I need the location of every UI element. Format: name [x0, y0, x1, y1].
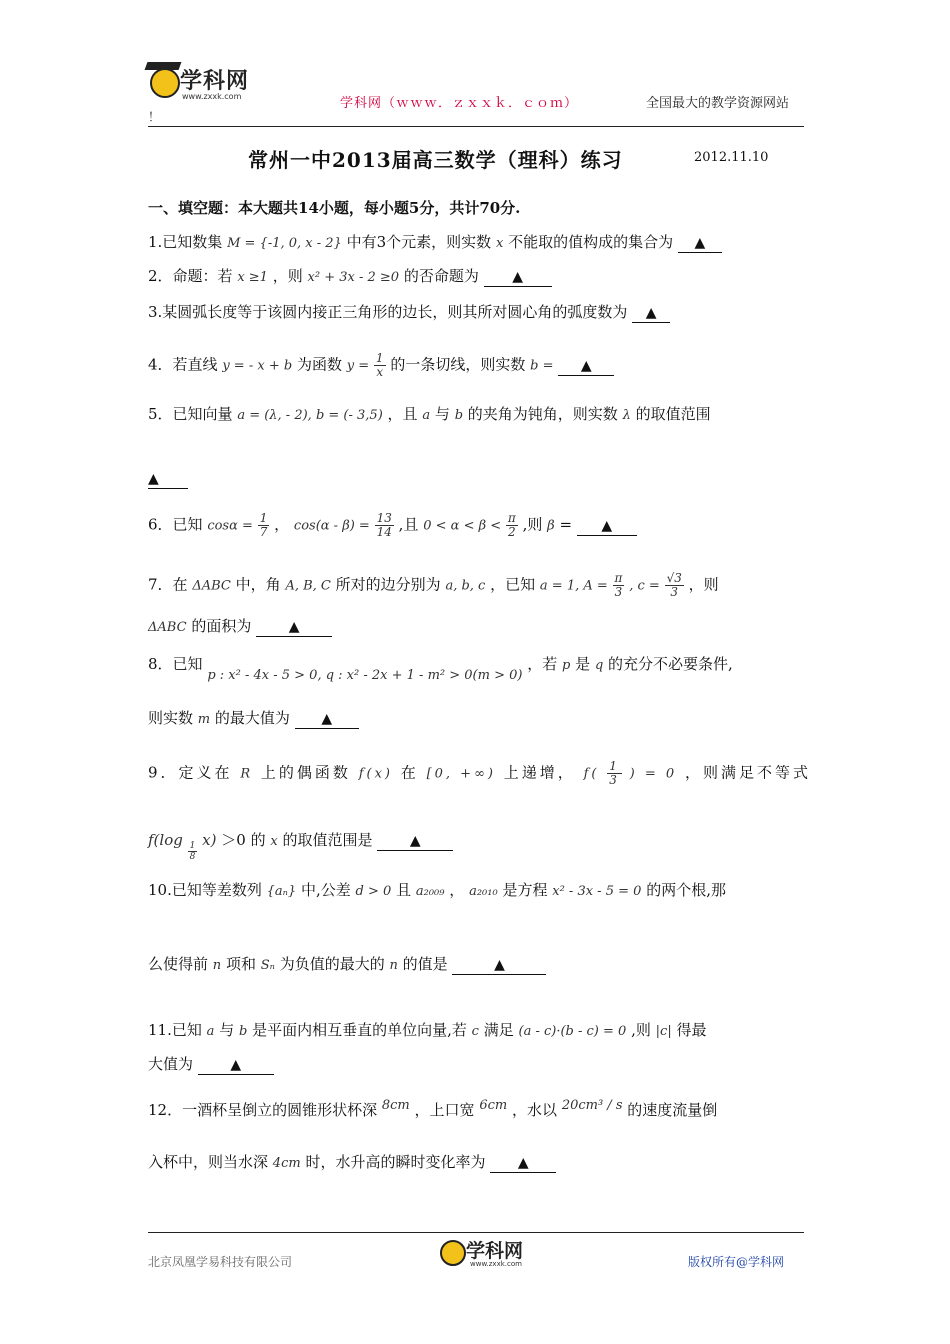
- question-5: 5．已知向量 a = (λ, - 2), b = (- 3,5) ，且 a 与 b 的夹角为钝角，则实数 λ 的取值范围: [148, 405, 711, 423]
- mascot-icon: [440, 1240, 466, 1266]
- footer-company: 北京凤凰学易科技有限公司: [148, 1255, 293, 1269]
- question-11: 11.已知 a 与 b 是平面内相互垂直的单位向量,若 c 满足 (a - c)·(b - c) = 0 ,则 |c| 得最: [148, 1021, 707, 1039]
- answer-blank[interactable]: ▲: [148, 470, 188, 489]
- logo-brand: 学科网: [180, 69, 250, 94]
- section-heading: 一、填空题：本大题共14小题，每小题5分，共计70分.: [148, 199, 521, 217]
- answer-blank[interactable]: ▲: [198, 1056, 274, 1075]
- mascot-icon: [150, 68, 180, 98]
- footer-logo: [440, 1236, 540, 1272]
- footer-copyright-link[interactable]: 版权所有@学科网: [688, 1255, 785, 1269]
- answer-blank[interactable]: ▲: [490, 1154, 556, 1173]
- page-title: 常州一中2013届高三数学（理科）练习: [248, 148, 623, 172]
- question-12-line2: 入杯中，则当水深 4cm 时，水升高的瞬时变化率为 ▲: [148, 1152, 556, 1174]
- header-site-link[interactable]: 学科网（ｗｗｗ．ｚｘｘｋ．ｃｏｍ）: [340, 96, 579, 111]
- answer-blank[interactable]: ▲: [678, 234, 722, 253]
- fraction: $\frac{1}{x}$: [375, 351, 384, 379]
- question-3: 3.某圆弧长度等于该圆内接正三角形的边长，则其所对圆心角的弧度数为 ▲: [148, 302, 670, 323]
- answer-blank[interactable]: ▲: [377, 832, 453, 851]
- header-slogan: 全国最大的教学资源网站: [646, 96, 790, 111]
- question-12: 12．一酒杯呈倒立的圆锥形状杯深 8cm ，上口宽 6cm ，水以 20cm³ / s 的速度流量倒: [148, 1098, 718, 1119]
- question-2: 2．命题：若 x ≥1 ，则 x² + 3x - 2 ≥0 的否命题为 ▲: [148, 266, 552, 288]
- question-6: 6．已知 cosα = $\frac{1}{7}$ ， cos(α - β) = $\frac{13}{14}$ ,且 0 < α < β < $\frac{\pi}{2}$ ,则 β = ▲: [148, 512, 637, 539]
- question-9: 9．定义在 R 上的偶函数 f(x) 在 [0, +∞) 上递增， f( $\frac{1}{3}$ ) = 0 ，则满足不等式: [148, 759, 811, 787]
- answer-blank[interactable]: ▲: [295, 710, 359, 729]
- question-10: 10.已知等差数列 {aₙ} 中,公差 d > 0 且 a₂₀₀₉ ， a₂₀₁₀ 是方程 x² - 3x - 5 = 0 的两个根,那: [148, 881, 726, 899]
- question-5-answer: [148, 468, 188, 489]
- question-9-line2: f(log $\frac{1}{8}$ x) ＞0 的 x 的取值范围是 ▲: [148, 830, 453, 852]
- q1-set-math: M = {-1, 0, x - 2}: [227, 236, 342, 251]
- footer-logo-brand: 学科网: [466, 1240, 524, 1262]
- question-11-line2: 大值为 ▲: [148, 1054, 274, 1075]
- site-logo: [150, 62, 268, 108]
- footer-rule: [148, 1232, 804, 1233]
- logo-url: www.zxxk.com: [182, 92, 242, 101]
- header-rule: [148, 126, 804, 127]
- answer-blank[interactable]: ▲: [256, 618, 332, 637]
- question-7-line2: ΔABC 的面积为 ▲: [148, 616, 332, 638]
- answer-blank[interactable]: ▲: [558, 357, 614, 376]
- header-mark: ！: [148, 110, 161, 124]
- question-10-line2: 么使得前 n 项和 Sₙ 为负值的最大的 n 的值是 ▲: [148, 954, 546, 976]
- answer-blank[interactable]: ▲: [577, 517, 637, 536]
- answer-blank[interactable]: ▲: [452, 956, 546, 975]
- answer-blank[interactable]: ▲: [632, 304, 670, 323]
- answer-blank[interactable]: ▲: [484, 268, 552, 287]
- footer-logo-url: www.zxxk.com: [470, 1260, 522, 1268]
- question-1: 1.已知数集 M = {-1, 0, x - 2} 中有3个元素，则实数 x 不能取的值构成的集合为 ▲: [148, 232, 722, 254]
- question-7: 7．在 ΔABC 中，角 A, B, C 所对的边分别为 a, b, c ，已知 a = 1, A = $\frac{\pi}{3}$ , c = $\frac{√3}{3}$ ，则: [148, 571, 719, 599]
- question-4: 4．若直线 y = - x + b 为函数 y = $\frac{1}{x}$ 的一条切线，则实数 b = ▲: [148, 352, 614, 379]
- question-8: 8．已知 p : x² - 4x - 5 > 0, q : x² - 2x + 1 - m² > 0(m > 0) ，若 p 是 q 的充分不必要条件,: [148, 655, 733, 683]
- question-8-line2: 则实数 m 的最大值为 ▲: [148, 708, 359, 730]
- title-date: 2012.11.10: [694, 150, 769, 165]
